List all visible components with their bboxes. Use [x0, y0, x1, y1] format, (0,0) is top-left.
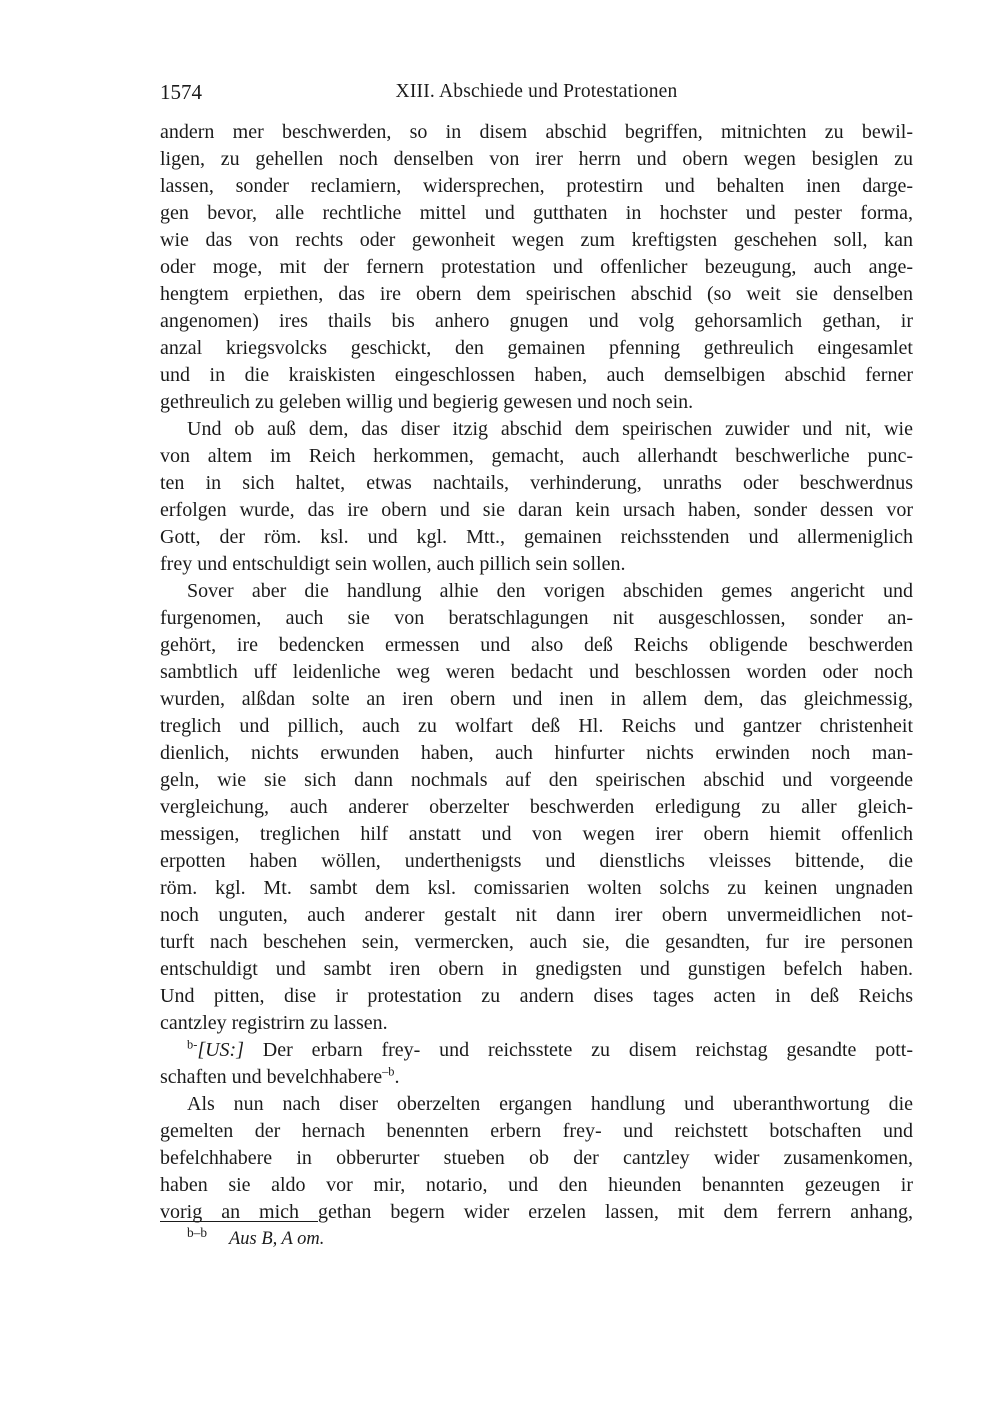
- text-segment: andern mer beschwerden, so in disem abschid begriffen, mitnichten zu bewil-: [160, 121, 913, 143]
- paragraph: [160, 1091, 913, 1226]
- text-segment: vergleichung, auch anderer oberzelter beschwerden erledigung zu aller gleich-: [160, 796, 913, 818]
- text-segment: Gott, der röm. ksl. und kgl. Mtt., gemainen reichsstenden und allermeniglich: [160, 526, 913, 548]
- text-segment: schaften und bevelchhabere: [160, 1066, 383, 1088]
- text-line: [160, 551, 913, 578]
- text-line: [160, 1037, 913, 1064]
- text-line: [160, 605, 913, 632]
- footnote-text: Aus B, A om.: [228, 1229, 325, 1249]
- text-segment: Und pitten, dise ir protestation zu andern dises tages acten in deß Reichs: [160, 985, 913, 1007]
- text-segment: frey und entschuldigt sein wollen, auch pillich sein sollen.: [160, 553, 626, 575]
- text-line: [160, 578, 913, 605]
- text-line: [160, 119, 913, 146]
- text-line: [160, 281, 913, 308]
- text-line: [160, 416, 913, 443]
- text-segment: noch unguten, auch anderer gestalt nit dann irer obern unvermeidlichen not-: [160, 904, 913, 926]
- text-segment: hengtem erpiethen, das ire obern dem speirischen abschid (so weit sie denselben: [160, 283, 913, 305]
- text-line: [160, 254, 913, 281]
- text-segment: turft nach beschehen sein, vermercken, auch sie, die gesandten, fur ire personen: [160, 931, 913, 953]
- text-segment: Und ob auß dem, das diser itzig abschid dem speirischen zuwider und nit, wie: [187, 418, 913, 440]
- text-segment: anzal kriegsvolcks geschickt, den gemainen pfenning gethreulich eingesamlet: [160, 337, 913, 359]
- text-segment: treglich und pillich, auch zu wolfart deß Hl. Reichs und gantzer christenheit: [160, 715, 913, 737]
- text-line: [160, 767, 913, 794]
- text-line: [160, 227, 913, 254]
- footnote-marker: b–b: [187, 1224, 207, 1240]
- text-segment: Sover aber die handlung alhie den vorigen abschiden gemes angericht und: [187, 580, 913, 602]
- text-segment: erpotten haben wöllen, underthenigsts und dienstlichs vleisses bittende, die: [160, 850, 913, 872]
- text-segment: gemelten der hernach benennten erbern frey- und reichstett botschaften und: [160, 1120, 913, 1142]
- text-line: [160, 389, 913, 416]
- footnote-reference: –b: [382, 1064, 395, 1079]
- page-number: 1574: [160, 80, 202, 104]
- text-line: [160, 497, 913, 524]
- text-line: [160, 794, 913, 821]
- text-segment: röm. kgl. Mt. sambt dem ksl. comissarien wolten solchs zu keinen ungnaden: [160, 877, 913, 899]
- text-line: [160, 848, 913, 875]
- footnote-rule: [160, 1221, 318, 1222]
- text-line: [160, 929, 913, 956]
- text-line: [160, 875, 913, 902]
- footnote: [160, 1224, 913, 1250]
- text-segment: oder moge, mit der fernern protestation und offenlicher bezeugung, auch ange-: [160, 256, 913, 278]
- text-segment: gehört, ire bedencken ermessen und also deß Reichs obligende beschwerden: [160, 634, 913, 656]
- text-line: [160, 956, 913, 983]
- text-line: [160, 1172, 913, 1199]
- text-line: [160, 740, 913, 767]
- text-segment: erfolgen wurde, das ire obern und sie daran kein ursach haben, sonder dessen vor: [160, 499, 913, 521]
- text-segment: und in die kraiskisten eingeschlossen haben, auch demselbigen abschid ferner: [160, 364, 913, 386]
- text-segment: geln, wie sie sich dann nochmals auf den speirischen abschid und vorgeende: [160, 769, 913, 791]
- text-line: [160, 983, 913, 1010]
- text-line: [160, 470, 913, 497]
- text-line: [160, 659, 913, 686]
- text-line: [160, 173, 913, 200]
- text-block: [160, 119, 913, 1226]
- text-segment: befelchhabere in obberurter stueben ob der cantzley wider zusamenkomen,: [160, 1147, 913, 1169]
- text-line: [160, 902, 913, 929]
- text-line: [160, 200, 913, 227]
- text-line: [160, 686, 913, 713]
- text-segment: vorig an mich gethan begern wider erzelen lassen, mit dem ferrern anhang,: [160, 1201, 913, 1223]
- text-segment: Als nun nach diser oberzelten ergangen handlung und uberanthwortung die: [187, 1093, 913, 1115]
- text-segment: wurden, alßdan solte an iren obern und inen in allem dem, das gleichmessig,: [160, 688, 913, 710]
- text-line: [160, 1091, 913, 1118]
- text-line: [160, 443, 913, 470]
- text-segment: Der erbarn frey- und reichsstete zu disem reichstag gesandte pott-: [244, 1039, 913, 1061]
- paragraph: [160, 416, 913, 578]
- text-segment: dienlich, nichts erwunden haben, auch hinfurter nichts erwinden noch man-: [160, 742, 913, 764]
- text-line: [160, 713, 913, 740]
- text-line: [160, 632, 913, 659]
- paragraph: [160, 1037, 913, 1091]
- text-segment: sambtlich uff leidenliche weg weren bedacht und beschlossen worden oder noch: [160, 661, 913, 683]
- text-segment: cantzley registrirn zu lassen.: [160, 1012, 388, 1034]
- footnote-reference: b-: [187, 1037, 198, 1052]
- text-line: [160, 362, 913, 389]
- text-segment: [US:]: [197, 1039, 244, 1061]
- text-line: [160, 1145, 913, 1172]
- footnote-area: [160, 1221, 913, 1250]
- text-segment: .: [394, 1066, 400, 1088]
- text-segment: ten in sich haltet, etwas nachtails, verhinderung, unraths oder beschwerdnus: [160, 472, 913, 494]
- text-segment: messigen, treglichen hilf anstatt und von wegen irer obern hiemit offenlich: [160, 823, 913, 845]
- text-segment: ligen, zu gehellen noch denselben von irer herrn und obern wegen besiglen zu: [160, 148, 913, 170]
- running-header: XIII. Abschiede und Protestationen: [395, 81, 678, 102]
- text-segment: von altem im Reich herkommen, gemacht, auch allerhandt beschwerliche punc-: [160, 445, 913, 467]
- text-segment: furgenomen, auch sie von beratschlagungen nit ausgeschlossen, sonder an-: [160, 607, 913, 629]
- text-line: [160, 1064, 913, 1091]
- text-line: [160, 335, 913, 362]
- text-segment: gethreulich zu geleben willig und begierig gewesen und noch sein.: [160, 391, 694, 413]
- text-line: [160, 308, 913, 335]
- text-line: [160, 1010, 913, 1037]
- text-line: [160, 1118, 913, 1145]
- text-segment: angenomen) ires thails bis anhero gnugen und volg gehorsamlich gethan, ir: [160, 310, 913, 332]
- paragraph: [160, 578, 913, 1037]
- text-segment: entschuldigt und sambt iren obern in gnedigsten und gunstigen befelch haben.: [160, 958, 913, 980]
- text-line: [160, 524, 913, 551]
- text-line: [160, 821, 913, 848]
- text-segment: gen bevor, alle rechtliche mittel und gutthaten in hochster und pester forma,: [160, 202, 913, 224]
- text-segment: lassen, sonder reclamiern, widersprechen, protestirn und behalten inen darge-: [160, 175, 913, 197]
- text-segment: wie das von rechts oder gewonheit wegen zum kreftigsten geschehen soll, kan: [160, 229, 913, 251]
- page-header: [160, 80, 913, 106]
- text-line: [160, 146, 913, 173]
- text-segment: haben sie aldo vor mir, notario, und den hieunden benannten gezeugen ir: [160, 1174, 913, 1196]
- paragraph: [160, 119, 913, 416]
